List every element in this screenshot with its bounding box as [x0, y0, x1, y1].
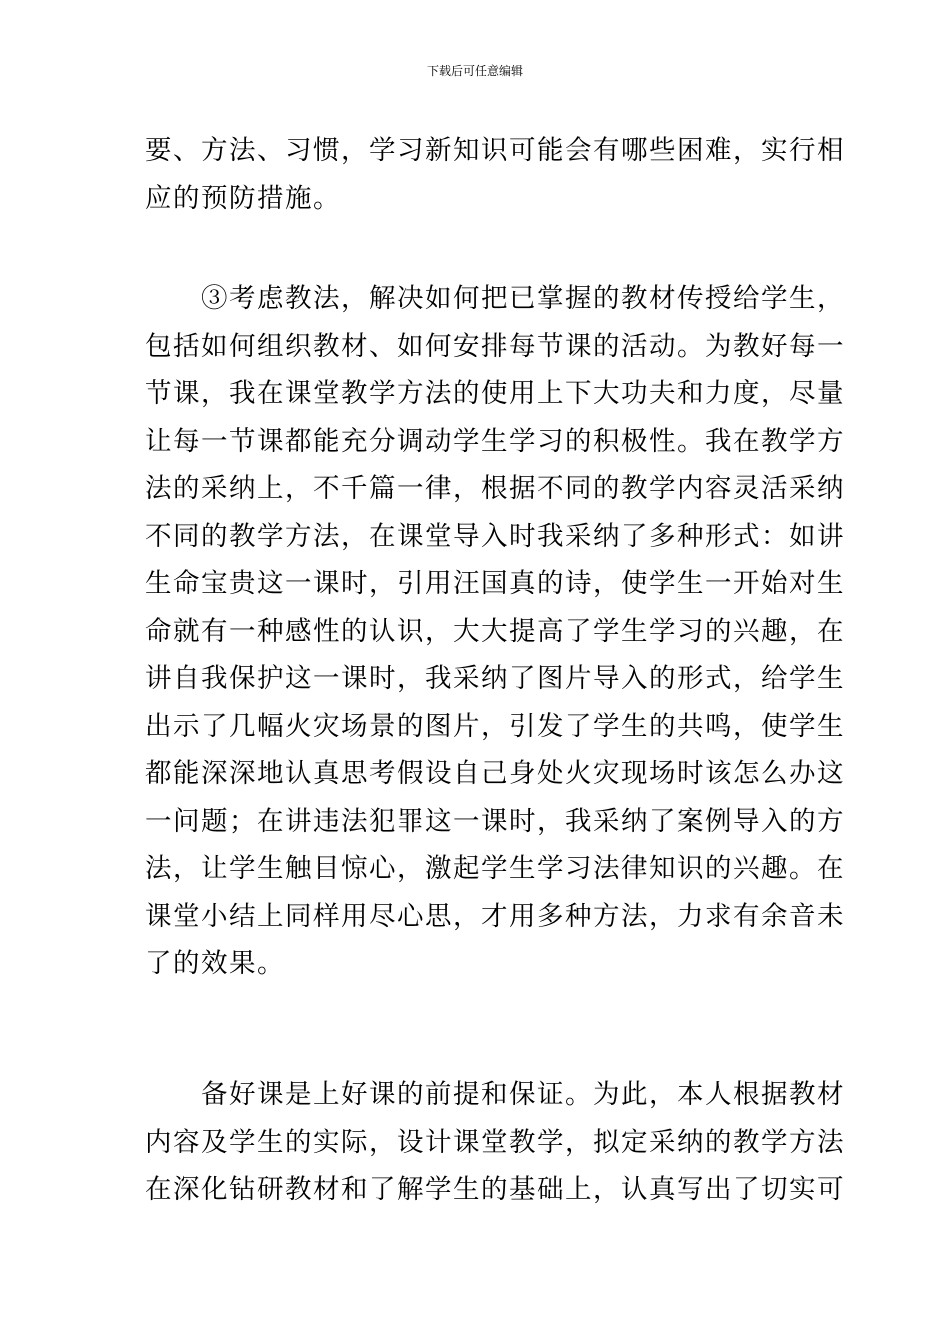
text-line: 了的效果。 — [145, 948, 285, 979]
paragraph-2 — [145, 275, 845, 988]
text-line: 讲自我保护这一课时，我采纳了图片导入的形式，给学生 — [145, 663, 845, 694]
text-line: 在深化钻研教材和了解学生的基础上，认真写出了切实可 — [145, 1174, 845, 1205]
text-line: 课堂小结上同样用尽心思，才用多种方法，力求有余音未 — [145, 900, 845, 932]
text-line: 法的采纳上，不千篇一律，根据不同的教学内容灵活采纳 — [145, 473, 845, 504]
text-line: 生命宝贵这一课时，引用汪国真的诗，使学生一开始对生 — [145, 568, 845, 599]
text-line: 不同的教学方法，在课堂导入时我采纳了多种形式：如讲 — [145, 520, 845, 552]
text-line: 法，让学生触目惊心，激起学生学习法律知识的兴趣。在 — [145, 853, 845, 884]
paragraph-3 — [145, 1071, 845, 1214]
text-line: 备好课是上好课的前提和保证。为此，本人根据教材 — [145, 1079, 845, 1110]
page-header: 下载后可任意编辑 — [426, 64, 523, 78]
text-line: 包括如何组织教材、如何安排每节课的活动。为教好每一 — [145, 330, 845, 362]
text-line: ③考虑教法，解决如何把已掌握的教材传授给学生， — [145, 283, 845, 314]
text-line: 出示了几幅火灾场景的图片，引发了学生的共鸣，使学生 — [145, 710, 845, 742]
text-line: 一问题；在讲违法犯罪这一课时，我采纳了案例导入的方 — [145, 805, 845, 837]
text-line: 命就有一种感性的认识，大大提高了学生学习的兴趣，在 — [145, 615, 845, 647]
text-line: 节课，我在课堂教学方法的使用上下大功夫和力度，尽量 — [145, 378, 845, 409]
paragraph-1 — [145, 127, 845, 222]
text-line: 应的预防措施。 — [145, 182, 341, 214]
text-line: 要、方法、习惯，学习新知识可能会有哪些困难，实行相 — [145, 135, 845, 166]
text-line: 都能深深地认真思考假设自己身处火灾现场时该怎么办这 — [145, 758, 845, 789]
text-line: 让每一节课都能充分调动学生学习的积极性。我在教学方 — [145, 425, 845, 457]
text-line: 内容及学生的实际，设计课堂教学，拟定采纳的教学方法 — [145, 1126, 845, 1158]
